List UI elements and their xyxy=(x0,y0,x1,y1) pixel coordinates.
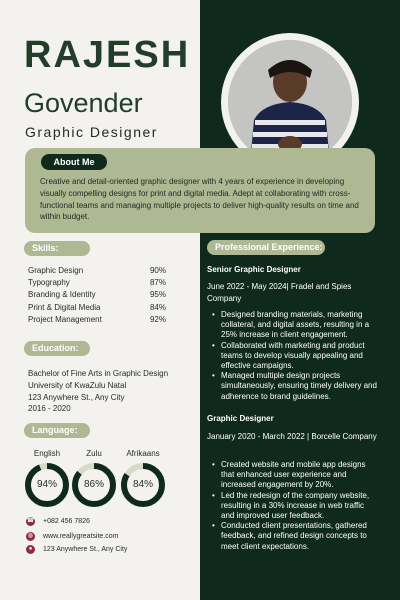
skill-value: 84% xyxy=(149,302,166,312)
skill-name: Branding & Identity xyxy=(28,290,96,300)
language-name: Afrikaans xyxy=(126,449,160,458)
globe-icon: ◍ xyxy=(27,532,34,539)
skills-heading: Skills: xyxy=(24,241,90,256)
phone-text: +082 456 7826 xyxy=(43,517,90,525)
skill-value: 87% xyxy=(149,278,166,288)
skill-name: Typography xyxy=(28,278,70,288)
location-icon: ● xyxy=(26,545,35,554)
skill-value: 90% xyxy=(149,266,166,275)
job-bullet: • Conducted client presentations, gathered feedback, and refined design concepts to meet client expectations. xyxy=(207,521,377,552)
job-title: Graphic Designer xyxy=(207,414,274,423)
job-bullets xyxy=(207,460,377,552)
experience-heading: Professional Experience: xyxy=(207,240,325,255)
job-bullets xyxy=(207,310,377,402)
address-text: 123 Anywhere St., Any City xyxy=(43,545,128,553)
job-dates: January 2020 - March 2022 | Borcelle Company xyxy=(207,432,377,441)
website-text[interactable]: www.reallygreatsite.com xyxy=(43,532,119,540)
about-text: Creative and detail-oriented graphic designer with 4 years of experience in developing visually compelling designs for print and digital media. Adept at collaborating with cross-functional teams and managing multiple projects to deliver high-quality results on time and within budget. xyxy=(40,177,359,222)
last-name: Govender xyxy=(24,88,143,118)
skill-name: Graphic Design xyxy=(28,266,84,275)
contact-address xyxy=(26,543,196,555)
job-bullet: • Managed multiple design projects simultaneously, ensuring timely delivery and adherence to brand guidelines. xyxy=(207,371,377,402)
skill-row xyxy=(28,289,166,301)
education-degree: Bachelor of Fine Arts in Graphic Design xyxy=(28,369,169,378)
skill-value: 92% xyxy=(149,314,166,324)
contact-website[interactable] xyxy=(26,530,196,542)
skill-name: Project Management xyxy=(28,314,102,324)
language-name: Zulu xyxy=(86,449,102,458)
language-name: English xyxy=(33,449,61,458)
skill-row xyxy=(28,314,166,326)
education-years: 2016 - 2020 xyxy=(28,404,71,414)
education-school: University of KwaZulu Natal xyxy=(28,380,127,390)
first-name: RAJESH xyxy=(24,34,191,76)
language-heading: Language: xyxy=(24,423,90,438)
language-percent: 94% xyxy=(36,479,57,490)
education-heading: Education: xyxy=(24,341,90,356)
job-title: Senior Graphic Designer xyxy=(207,265,301,274)
job-bullet: • Created website and mobile app designs that enhanced user experience and increased engagement by 20%. xyxy=(207,460,377,491)
skill-row xyxy=(28,302,166,314)
skill-row xyxy=(28,277,166,289)
job-role: Graphic Designer xyxy=(25,124,158,140)
profile-photo xyxy=(228,40,352,164)
skill-name: Print & Digital Media xyxy=(28,302,101,312)
job-bullet: • Led the redesign of the company website, resulting in a 30% increase in web traffic and improved user feedback. xyxy=(207,491,377,522)
skills-list xyxy=(28,265,166,326)
about-heading: About Me xyxy=(41,154,107,170)
language-percent: 84% xyxy=(132,479,153,490)
contact-phone xyxy=(26,515,196,527)
job-bullet: • Designed branding materials, marketing collateral, and digital assets, resulting in a 25% increase in client engagement. xyxy=(207,310,377,341)
education-address: 123 Anywhere St., Any City xyxy=(28,392,125,402)
education-details xyxy=(28,368,193,415)
phone-icon: ☎ xyxy=(26,517,35,524)
job-dates: June 2022 - May 2024| Fradel and Spies Company xyxy=(207,282,352,303)
job-bullet: • Collaborated with marketing and product teams to develop visually appealing and effective campaigns. xyxy=(207,341,377,372)
language-percent: 86% xyxy=(83,479,104,490)
skill-value: 95% xyxy=(149,290,166,300)
skill-row xyxy=(28,265,166,277)
